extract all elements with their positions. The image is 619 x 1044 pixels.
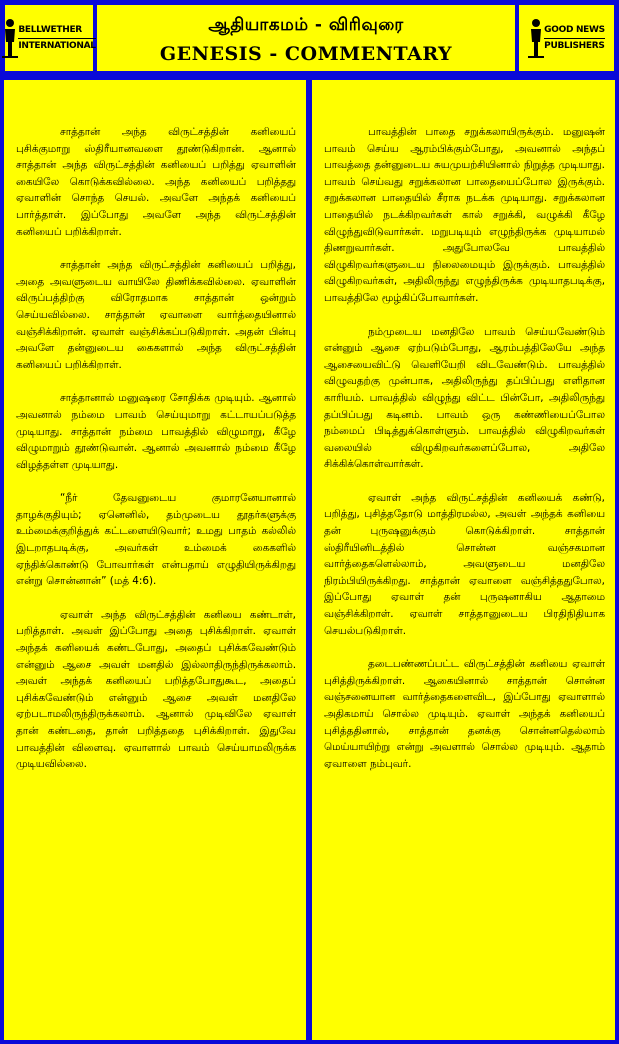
paragraph: சாத்தான் அந்த விருட்சத்தின் கனியைப் பறித்து, அதை அவளுடைய வாயிலே திணிக்கவில்லை. ஏவாளின் விருப்பத்திற்கு விரோதமாக சாத்தான் ஒன்றும் செய்யவில்லை. சாத்தான் ஏவாளை வார்த்தையினால் வஞ்சிக்கிறான். ஏவாள் வஞ்சிக்கப்படுகிறாள். அதன் பின்பு அவளே தன்னுடைய கைகளால் அந்த விருட்சத்தின் கனியைப் பறிக்கிறாள். bbox=[16, 259, 296, 371]
paragraph: தடைபண்ணப்பட்ட விருட்சத்தின் கனியை ஏவாள் புசித்திருக்கிறாள். ஆகையினால் சாத்தான் சொன்ன வஞ்சனையான வார்த்தைகளைவிட, இப்போது ஏவாளால் அதிகமாய் சொல்ல முடியும். ஏவாள் அந்தக் கனியைப் புசித்ததினால், சாத்தான் தனக்கு சொன்னதெல்லாம் மெய்யாயிற்று என்று அவளால் சொல்ல முடியும். ஆதாம் ஏவாளை நம்புவர். bbox=[324, 658, 605, 770]
paragraph: நம்முடைய மனதிலே பாவம் செய்யவேண்டும் என்னும் ஆசை ஏற்படும்போது, ஆரம்பத்திலேயே அந்த ஆசையைவிட்டு வெளியேறி விடவேண்டும். பாவத்தில் விழுவதற்கு முன்பாக, அதிலிருந்து தப்பிப்பது எளிதான காரியம். பாவத்தில் விழுந்து விட்ட பின்போ, அதிலிருந்து தப்பிப்பது கடினம். பாவம் ஒரு கண்ணியைப்போல நம்மைப் பிடித்துக்கொள்ளும். பாவத்தில் விழுகிறவர்கள் வலையில் விழுகிறவர்களைப்போல, அதிலே சிக்கிக்கொள்வார்கள். bbox=[324, 325, 605, 471]
person-figure-icon bbox=[528, 18, 544, 58]
left-column bbox=[4, 80, 306, 1040]
paragraph: சாத்தான் அந்த விருட்சத்தின் கனியைப் புசிக்குமாறு ஸ்திரீயானவளை தூண்டுகிறான். ஆனால் சாத்தான் அந்த விருட்சத்தின் கனியைப் பறித்து ஏவாளின் கையிலே கொடுக்கவில்லை. அந்த கனியைப் பறித்தது ஏவாளின் சொந்த செயல். அவளே அந்தக் கனியைப் பார்த்தாள். இப்போது அவளே அந்த விருட்சத்தின் கனியைப் பறிக்கிறாள். bbox=[16, 126, 296, 238]
body-frame bbox=[0, 76, 619, 1044]
paragraph: சாத்தானால் மனுஷரை சோதிக்க முடியும். ஆனால் அவனால் நம்மை பாவம் செய்யுமாறு கட்டாயப்படுத்த முடியாது. சாத்தான் நம்மை பாவத்தில் விழுமாறு, கீழே விழுமாறும் தூண்டுவான். ஆனால் அவனால் நம்மை கீழே விழத்தள்ள முடியாது. bbox=[16, 392, 296, 471]
title-box bbox=[97, 5, 515, 71]
logo-good-news bbox=[519, 5, 614, 71]
page-title-tamil: ஆதியாகமம் - விரிவுரை bbox=[208, 15, 404, 35]
paragraph: ஏவாள் அந்த விருட்சத்தின் கனியை கண்டாள், பறித்தாள். அவள் இப்போது அதை புசிக்கிறாள். ஏவாள் அந்தக் கனியைக் கண்டபோது, அதைப் புசிக்கவேண்டும் என்னும் ஆசை அவள் மனதில் இல்லாதிருந்திருக்கலாம். அவள் அந்தக் கனியைப் பறித்தபோதுகூட, அதைப் புசிக்கவேண்டும் என்னும் ஆசை அவள் மனதிலே ஏற்படாமலிருந்திருக்கலாம். ஆனால் முடிவிலே ஏவாள் தான் கண்டதை, தான் பறித்ததை புசிக்கிறாள். இதுவே பாவத்தின் விளைவு. ஏவாளால் பாவம் செய்யாமலிருக்க முடியவில்லை. bbox=[16, 608, 296, 771]
person-figure-icon bbox=[2, 18, 18, 58]
logo-bellwether bbox=[5, 5, 96, 71]
logo-right-line1: GOOD NEWS bbox=[544, 24, 605, 35]
right-column bbox=[312, 80, 615, 1040]
paragraph: ஏவாள் அந்த விருட்சத்தின் கனியைக் கண்டு, பறித்து, புசித்ததோடு மாத்திரமல்ல, அவள் அந்தக் கனியை தன் புருஷனுக்கும் கொடுக்கிறாள். சாத்தான் ஸ்திரீயினிடத்தில் சொன்ன வஞ்சகமான வார்த்தைகளெல்லாம், அவளுடைய மனதிலே நிரம்பியிருக்கிறது. சாத்தான் ஏவாளை வஞ்சித்ததுபோல, இப்போது ஏவாள் தன் புருஷனாகிய ஆதாமை வஞ்சிக்கிறாள். ஏவாள் சாத்தானுடைய பிரதிநிதியாக செயல்படுகிறாள். bbox=[324, 491, 605, 637]
logo-left-line2: INTERNATIONAL bbox=[18, 40, 96, 51]
header bbox=[0, 0, 619, 76]
paragraph: பாவத்தின் பாதை சறுக்கலாயிருக்கும். மனுஷன் பாவம் செய்ய ஆரம்பிக்கும்போது, அவனால் அந்தப் பாவத்தை தன்னுடைய சுயமுயற்சியினால் நிறுத்த முடியாது. பாவம் செய்வது சறுக்கலான பாதையைப்போல இருக்கும். சறுக்கலான பாதையில் சீராக நடக்க முடியாது. சறுக்கலான பாதையில் நடக்கிறவர்கள் கால் சறுக்கி, வழுக்கி கீழே விழுந்துவிடுவார்கள். மறுபடியும் எழுந்திருக்க முடியாமல் திணறுவார்கள். அதுபோலவே பாவத்தில் விழுகிறவர்களுடைய நிலைமையும் இருக்கும். பாவத்தில் விழுகிறவர்கள், அதிலிருந்து எழுந்திருக்க முடியாதபடிக்கு, பாவத்திலே மூழ்கிப்போவார்கள். bbox=[324, 126, 605, 304]
logo-right-line2: PUBLISHERS bbox=[544, 40, 605, 51]
page-title-english: GENESIS - COMMENTARY bbox=[159, 43, 453, 65]
paragraph: “நீர் தேவனுடைய குமாரனேயானால் தாழக்குதியும்; ஏனெனில், தம்முடைய தூதர்களுக்கு உம்மைக்குறித்துக் கட்டளையிடுவார்; உமது பாதம் கல்லில் இடறாதபடிக்கு, அவர்கள் உம்மைக் கைகளில் ஏந்திக்கொண்டு போவார்கள் என்பதாய் எழுதியிருக்கிறது என்று சொன்னான்” (மத் 4:6). bbox=[16, 492, 296, 588]
logo-left-line1: BELLWETHER bbox=[18, 24, 82, 35]
